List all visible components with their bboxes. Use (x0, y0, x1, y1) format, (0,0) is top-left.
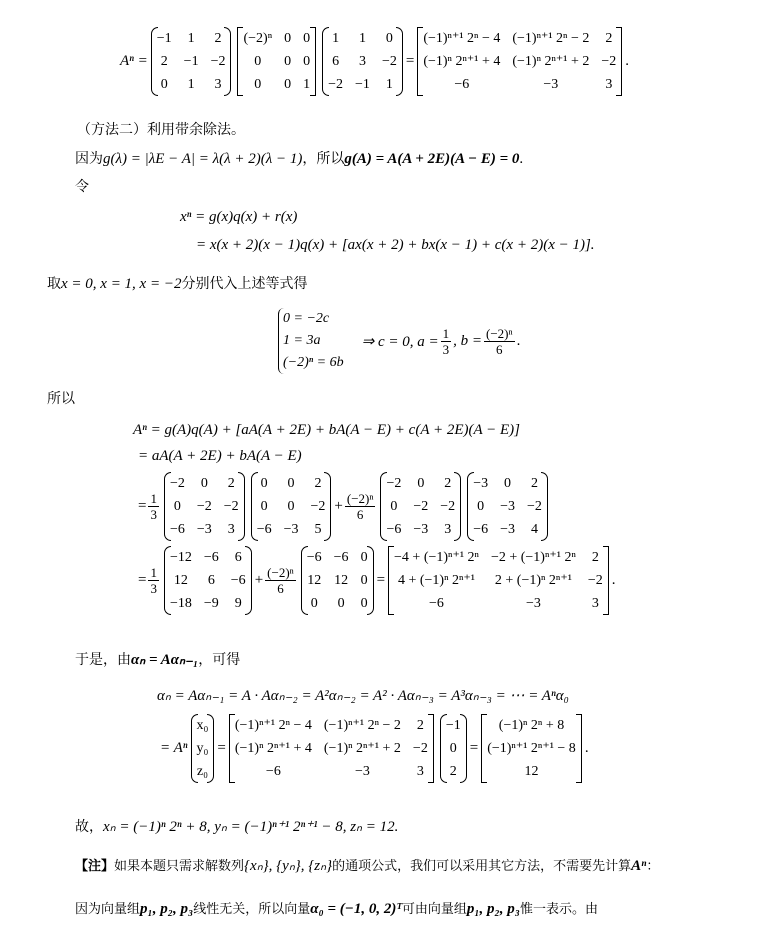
matrix (151, 27, 232, 96)
matrix-cell: −6 (265, 763, 281, 779)
lhs: Aⁿ = (120, 53, 148, 69)
matrix-cell: −6 (386, 521, 402, 537)
matrix-cell: (−1)ⁿ⁺¹ 2ⁿ − 2 (323, 718, 401, 733)
matrix-cell: 3 (227, 521, 235, 537)
matrix-cell: 3 (605, 76, 613, 92)
matrix-cell: 2 + (−1)ⁿ 2ⁿ⁺¹ (494, 573, 572, 588)
matrix-table (417, 27, 622, 96)
matrix-row (164, 569, 252, 592)
matrix-cell: 2 (444, 475, 452, 491)
matrix-cell: 4 (530, 521, 538, 537)
matrix-row (251, 472, 332, 495)
expr: Aⁿ (631, 858, 647, 874)
equals: = (405, 53, 415, 69)
text: ，可得 (198, 652, 241, 668)
matrix-row (380, 495, 461, 518)
matrix-row (237, 50, 316, 73)
text: 故， (75, 819, 103, 835)
matrix (301, 546, 374, 615)
matrix-row (151, 27, 232, 50)
text: 分别代入上述等式得 (181, 276, 308, 292)
expr: g(A) = A(A + 2E)(A − E) = 0 (344, 151, 520, 167)
matrix-cell: 0 (260, 475, 268, 491)
matrix-cell: −3 (283, 521, 299, 537)
matrix-cell: 1 (385, 76, 393, 92)
matrix-cell: 0 (449, 740, 457, 756)
matrix-row (322, 50, 403, 73)
matrix-table (388, 546, 609, 615)
matrix-cell: −3 (525, 595, 541, 611)
text: 因为向量组 (75, 902, 141, 917)
matrix-cell: z₀ (196, 763, 208, 779)
text: 取 (47, 276, 61, 292)
matrix-cell: 1 (358, 30, 366, 46)
denominator: 6 (496, 341, 503, 357)
matrix-table (301, 546, 374, 615)
text: 因为 (75, 151, 103, 167)
numerator: 1 (150, 565, 157, 580)
matrix-cell: y₀ (196, 740, 209, 756)
matrix (237, 27, 316, 96)
matrix-cell: 2 (605, 30, 613, 46)
matrix-cell: 4 + (−1)ⁿ 2ⁿ⁺¹ (397, 573, 475, 588)
equals: = (469, 740, 479, 756)
matrix-cell: −1 (355, 76, 370, 92)
numerator: 1 (442, 325, 450, 341)
matrix-cell: 0 (310, 595, 318, 611)
numerator: (−2)ⁿ (267, 565, 294, 580)
denominator: 3 (150, 581, 157, 596)
matrix-cell: −3 (196, 521, 212, 537)
yushi-line (75, 651, 240, 669)
matrix-cell: x₀ (196, 717, 209, 733)
matrix-cell: −2 (440, 498, 456, 514)
method-two-heading: （方法二）利用带余除法。 (77, 122, 245, 138)
matrix-cell: −6 (473, 521, 489, 537)
An-line-1: Aⁿ = g(A)q(A) + [aA(A + 2E) + bA(A − E) + c(A + 2E)(A − E)] (133, 422, 521, 438)
matrix-row (229, 760, 434, 783)
matrix-cell: 3 (358, 53, 366, 69)
text: ： (646, 859, 660, 874)
matrix-cell: −6 (333, 549, 349, 565)
matrix-cell: −2 + (−1)ⁿ⁺¹ 2ⁿ (490, 550, 576, 565)
matrix-cell: 2 (416, 717, 424, 733)
implies: ⇒ c = 0, a = (361, 333, 439, 350)
matrix-cell: −4 + (−1)ⁿ⁺¹ 2ⁿ (394, 550, 479, 565)
equation: 1 = 3a (283, 333, 321, 348)
matrix-cell: (−1)ⁿ⁺¹ 2ⁿ⁺¹ − 8 (487, 741, 576, 756)
matrix-cell: 6 (332, 53, 340, 69)
matrix-cell: 2 (227, 475, 235, 491)
matrix-cell: −2 (210, 53, 226, 69)
matrix-table (164, 472, 245, 541)
fraction (345, 491, 376, 522)
numerator: 1 (150, 491, 157, 506)
period: . (519, 151, 524, 167)
matrix-row (164, 546, 252, 569)
An-line-4: = $\frac{1}{3}$ −12 −6 6 12 6 −6 −18 −9 9 + $\frac{\text{(−2)ⁿ}}{6}$ −6 −6 0 12 12 0 0 0 0 = −4 + (−1)ⁿ⁺¹ 2ⁿ −2 + (−1)ⁿ⁺¹ 2ⁿ 2 4 + (−1)ⁿ 2ⁿ⁺¹ 2 + (−1)ⁿ 2ⁿ⁺¹ −2 −6 −3 3 . (138, 546, 616, 615)
vector (191, 714, 215, 783)
matrix-row (481, 737, 582, 760)
matrix-cell: (−1)ⁿ⁺¹ 2ⁿ − 4 (423, 31, 501, 46)
An-line-3: = $\frac{1}{3}$ −2 0 2 0 −2 −2 −6 −3 3 0 0 2 0 0 −2 −6 −3 5 + $\frac{\text{(−2)ⁿ}}{6}$ −2 0 2 0 −2 −2 −6 −3 3 −3 0 2 0 −3 −2 −6 −3 4 (138, 472, 551, 541)
period: . (584, 740, 589, 756)
take-values-line (47, 275, 307, 293)
matrix-row (417, 27, 622, 50)
matrix-row (322, 27, 403, 50)
matrix-row (301, 569, 374, 592)
matrix-row (467, 518, 548, 541)
matrix-cell: −3 (500, 521, 515, 537)
xn-line-2: = x(x + 2)(x − 1)q(x) + [ax(x + 2) + bx(x − 1) + c(x + 2)(x − 1)]. (196, 237, 595, 253)
numerator: (−2)ⁿ (346, 491, 374, 506)
ling-text: 令 (75, 179, 89, 195)
matrix-cell: −2 (196, 498, 212, 514)
suoyi-text: 所以 (47, 391, 75, 407)
matrix-row (467, 472, 548, 495)
text: 的通项公式，我们可以采用其它方法，不需要先计算 (332, 859, 632, 874)
equals: = (217, 740, 226, 756)
text: 惟一表示。由 (520, 902, 599, 917)
matrix (251, 472, 332, 541)
vector (481, 714, 582, 783)
matrix-cell: −1 (156, 30, 172, 46)
matrix-cell: −6 (230, 572, 246, 588)
denominator: 6 (356, 507, 364, 522)
matrix (164, 472, 245, 541)
matrix-row (417, 73, 622, 96)
fraction (265, 565, 296, 596)
matrix (229, 714, 434, 783)
matrix-cell: (−1)ⁿ 2ⁿ + 8 (498, 717, 565, 733)
matrix-cell: (−1)ⁿ 2ⁿ⁺¹ + 4 (234, 741, 312, 756)
matrix-table (467, 472, 548, 541)
expr: x = 0, x = 1, x = −2 (61, 276, 182, 292)
matrix-cell: 0 (254, 76, 262, 92)
matrix-row (301, 592, 374, 615)
matrix-cell: 9 (234, 595, 242, 611)
matrix-cell: 0 (284, 53, 292, 69)
matrix-row (467, 495, 548, 518)
matrix-table (251, 472, 332, 541)
matrix-cell: −2 (386, 475, 402, 491)
matrix-row (251, 518, 332, 541)
fraction (148, 565, 159, 596)
expr: p₁, p₂, p₃ (140, 901, 194, 917)
matrix-cell: 0 (303, 53, 311, 69)
matrix-cell: −3 (354, 763, 370, 779)
matrix-cell: −9 (203, 595, 219, 611)
matrix-row (481, 760, 582, 783)
matrix-cell: −2 (223, 498, 239, 514)
b-label: , b = (453, 332, 482, 349)
matrix-row (251, 495, 332, 518)
matrix-cell: −3 (500, 498, 515, 514)
alpha-line-2 (160, 714, 589, 783)
equation: 0 = −2c (283, 311, 330, 326)
expr: αₙ = Aαₙ₋₁ (131, 652, 199, 668)
matrix-row (380, 518, 461, 541)
matrix-cell: 0 (160, 76, 168, 92)
matrix-row (301, 546, 374, 569)
matrix-cell: 0 (360, 572, 368, 588)
matrix-cell: −3 (473, 475, 489, 491)
matrix-cell: −6 (203, 549, 219, 565)
matrix-cell: −2 (601, 53, 617, 69)
matrix-cell: −6 (256, 521, 272, 537)
matrix-row (164, 495, 245, 518)
matrix-cell: 3 (591, 595, 599, 611)
matrix-cell: 0 (504, 475, 512, 491)
matrix-row (440, 714, 467, 737)
matrix-cell: 2 (214, 30, 222, 46)
matrix-cell: −6 (454, 76, 470, 92)
text: 线性无关，所以向量 (193, 902, 311, 917)
matrix-cell: 0 (360, 549, 368, 565)
matrix-cell: −1 (445, 717, 461, 733)
expr: {xₙ}, {yₙ}, {zₙ} (244, 858, 333, 874)
matrix (322, 27, 403, 96)
alpha-line-1: αₙ = Aαₙ₋₁ = A · Aαₙ₋₂ = A²αₙ₋₂ = A² · Aαₙ₋₃ = A³αₙ₋₃ = ⋯ = Aⁿα₀ (157, 688, 569, 704)
matrix-cell: 0 (417, 475, 425, 491)
matrix-table (380, 472, 461, 541)
vector (440, 714, 467, 783)
matrix-cell: 3 (214, 76, 222, 92)
top-equation (120, 27, 629, 96)
matrix-cell: 0 (477, 498, 485, 514)
matrix (467, 472, 548, 541)
matrix-row (191, 714, 215, 737)
matrix-cell: −1 (183, 53, 199, 69)
matrix (380, 472, 461, 541)
matrix-cell: 1 (187, 76, 195, 92)
matrix-cell: −2 (587, 572, 603, 588)
matrix-row (440, 760, 467, 783)
gu-line (75, 818, 398, 836)
period: . (516, 332, 521, 349)
matrix-cell: −2 (310, 498, 326, 514)
matrix-cell: 3 (416, 763, 424, 779)
matrix-table (164, 546, 252, 615)
matrix-cell: −12 (169, 549, 192, 565)
matrix-cell: 0 (390, 498, 398, 514)
matrix-cell: 2 (160, 53, 168, 69)
matrix-row (164, 592, 252, 615)
system-of-equations (278, 308, 520, 374)
denominator: 6 (277, 581, 284, 596)
matrix-table (191, 714, 215, 783)
matrix-cell: (−1)ⁿ 2ⁿ⁺¹ + 2 (323, 741, 401, 756)
matrix-row (440, 737, 467, 760)
matrix-cell: 0 (254, 53, 262, 69)
matrix (164, 546, 252, 615)
matrix-cell: 0 (173, 498, 181, 514)
matrix-row (322, 73, 403, 96)
matrix-table (237, 27, 316, 96)
matrix-cell: 0 (287, 498, 295, 514)
matrix-row (237, 73, 316, 96)
matrix-cell: −6 (306, 549, 322, 565)
matrix-cell: 3 (444, 521, 452, 537)
text: 如果本题只需求解数列 (114, 859, 245, 874)
lhs: = Aⁿ (160, 740, 188, 756)
matrix-cell: 0 (360, 595, 368, 611)
matrix-cell: 1 (332, 30, 340, 46)
matrix-cell: 1 (303, 76, 311, 92)
matrix-cell: 12 (307, 572, 322, 588)
denominator: 3 (442, 341, 450, 357)
matrix-cell: 0 (337, 595, 345, 611)
matrix-row (164, 518, 245, 541)
matrix-cell: 2 (449, 763, 457, 779)
matrix-cell: (−2)ⁿ (243, 30, 273, 46)
matrix-cell: 12 (334, 572, 349, 588)
matrix-cell: 2 (530, 475, 538, 491)
matrix-cell: −2 (412, 740, 428, 756)
matrix (388, 546, 609, 615)
matrix-cell: −2 (527, 498, 542, 514)
last-line (75, 900, 598, 919)
matrix-row (229, 737, 434, 760)
matrix-cell: (−1)ⁿ⁺¹ 2ⁿ − 2 (512, 31, 590, 46)
matrix-cell: 0 (385, 30, 393, 46)
period: . (625, 53, 630, 69)
matrix-cell: −2 (381, 53, 397, 69)
matrix-cell: −3 (413, 521, 429, 537)
matrix-cell: 0 (284, 76, 292, 92)
matrix-row (151, 73, 232, 96)
matrix-row (191, 737, 215, 760)
matrix-cell: 0 (284, 30, 292, 46)
numerator: (−2)ⁿ (486, 325, 513, 341)
matrix-cell: 2 (314, 475, 322, 491)
plus: + (334, 498, 343, 514)
note-tag: 【注】 (75, 859, 115, 874)
matrix-cell: 0 (200, 475, 208, 491)
matrix-row (388, 592, 609, 615)
matrix-cell: −6 (169, 521, 185, 537)
matrix-cell: −6 (429, 595, 444, 611)
matrix-cell: 0 (303, 30, 311, 46)
text: 于是，由 (75, 652, 131, 668)
matrix-table (481, 714, 582, 783)
note-line (75, 857, 659, 876)
matrix-cell: −3 (543, 76, 559, 92)
expr: p₁, p₂, p₃ (466, 901, 521, 917)
matrix-cell: −2 (169, 475, 185, 491)
matrix-cell: 0 (260, 498, 268, 514)
matrix-cell: 6 (207, 572, 215, 588)
matrix-table (151, 27, 232, 96)
fraction (148, 491, 159, 522)
matrix-row (380, 472, 461, 495)
fraction (484, 326, 515, 357)
denominator: 3 (150, 507, 157, 522)
period: . (611, 572, 616, 588)
matrix-row (191, 760, 215, 783)
g-lambda-line (75, 150, 523, 168)
matrix-row (151, 50, 232, 73)
matrix-row (164, 472, 245, 495)
matrix-cell: 1 (187, 30, 195, 46)
matrix-cell: 5 (314, 521, 322, 537)
brace (278, 308, 344, 374)
matrix-table (440, 714, 467, 783)
matrix-row (388, 569, 609, 592)
matrix-cell: −2 (413, 498, 429, 514)
matrix-row (417, 50, 622, 73)
matrix-cell: −18 (169, 595, 192, 611)
matrix (417, 27, 622, 96)
text: 可由向量组 (401, 902, 467, 917)
matrix-table (322, 27, 403, 96)
equals: = (376, 572, 386, 588)
matrix-row (388, 546, 609, 569)
matrix-cell: −2 (328, 76, 344, 92)
matrix-cell: 12 (524, 763, 539, 779)
matrix-cell: 2 (591, 549, 599, 565)
matrix-row (237, 27, 316, 50)
fraction (441, 326, 452, 357)
matrix-cell: 12 (173, 572, 188, 588)
expr: xₙ = (−1)ⁿ 2ⁿ + 8, yₙ = (−1)ⁿ⁺¹ 2ⁿ⁺¹ − 8, zₙ = 12. (103, 819, 399, 835)
matrix-cell: (−1)ⁿ 2ⁿ⁺¹ + 2 (512, 54, 590, 69)
matrix-cell: (−1)ⁿ 2ⁿ⁺¹ + 4 (423, 54, 501, 69)
An-line-2: = aA(A + 2E) + bA(A − E) (138, 448, 302, 464)
matrix-table (229, 714, 434, 783)
matrix-cell: (−1)ⁿ⁺¹ 2ⁿ − 4 (234, 718, 312, 733)
expr: α₀ = (−1, 0, 2)ᵀ (310, 901, 402, 917)
matrix-cell: 0 (287, 475, 295, 491)
text: ，所以 (302, 151, 345, 167)
matrix-row (481, 714, 582, 737)
equation: (−2)ⁿ = 6b (283, 355, 344, 370)
expr: g(λ) = |λE − A| = λ(λ + 2)(λ − 1) (103, 151, 303, 167)
matrix-cell: 6 (234, 549, 242, 565)
matrix-row (229, 714, 434, 737)
plus: + (254, 572, 264, 588)
xn-line-1: xⁿ = g(x)q(x) + r(x) (180, 209, 298, 225)
